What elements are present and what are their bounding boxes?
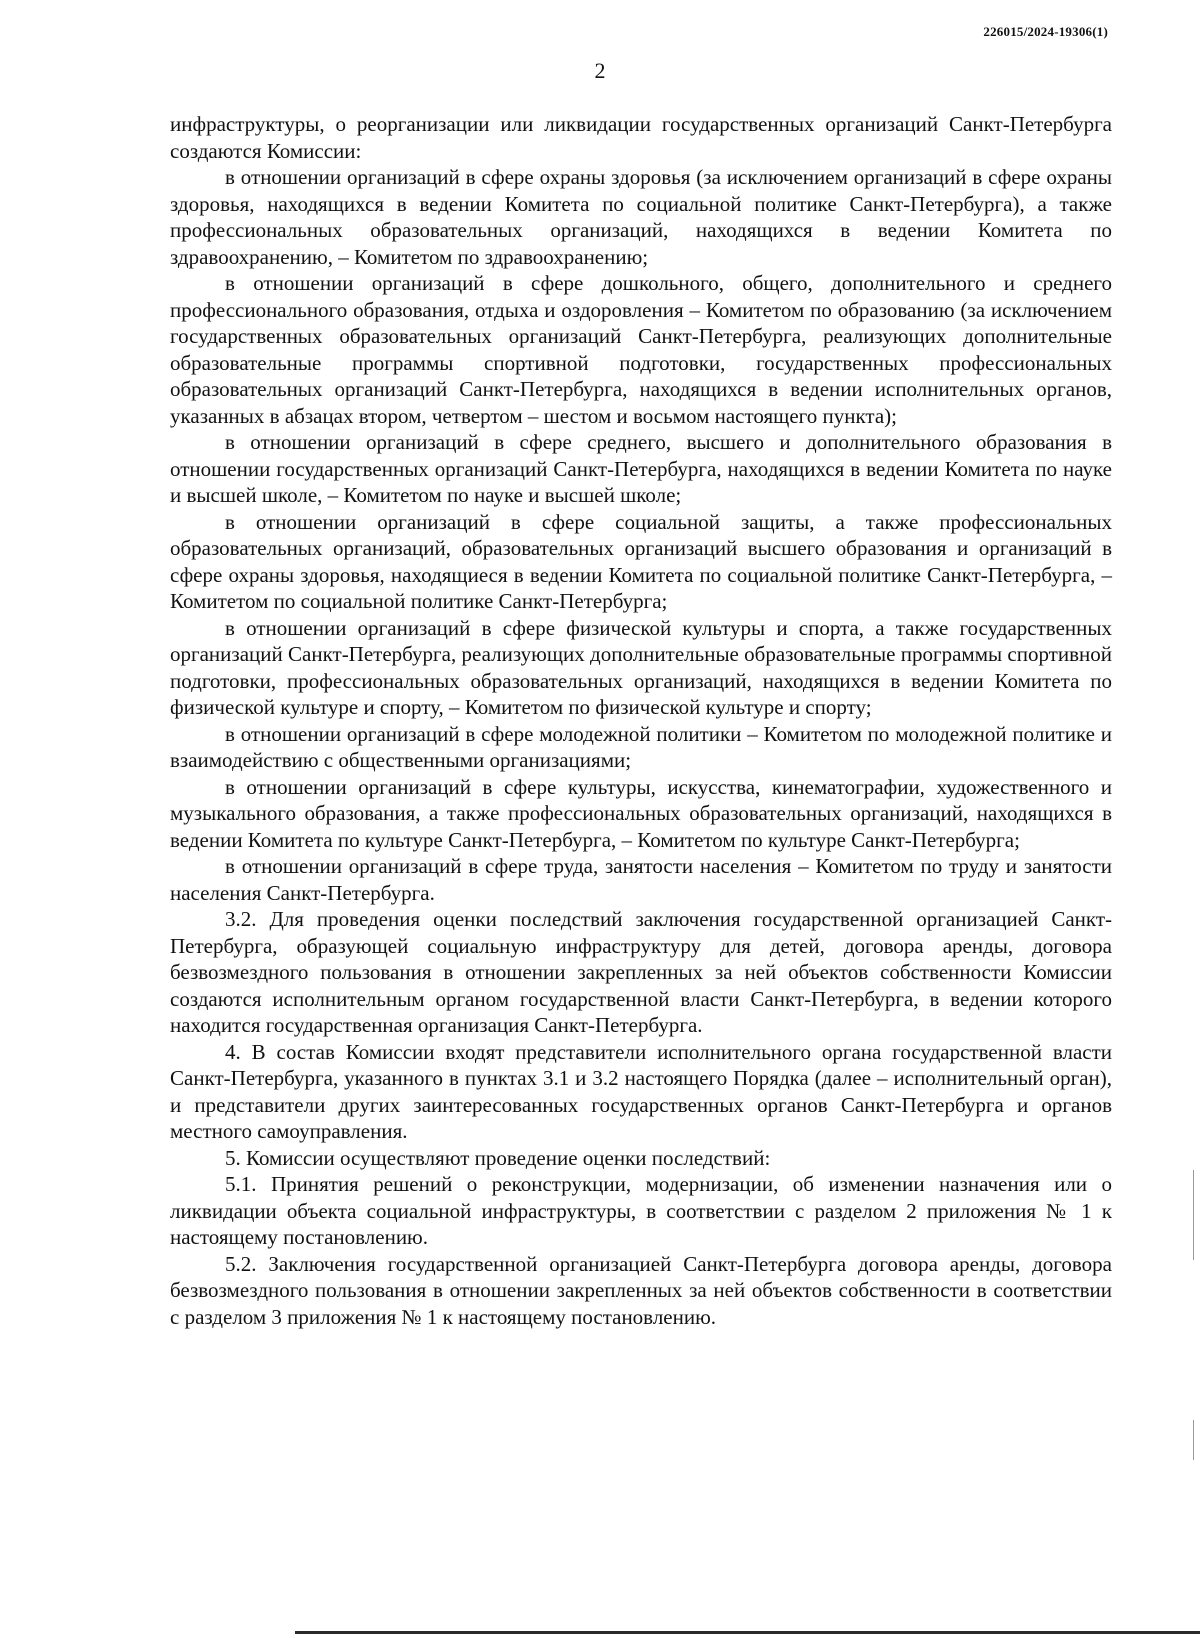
paragraph-health-committee: в отношении организаций в сфере охраны здоровья (за исключением организаций в сфере охраны здоровья, находящихся в ведении Комитета по социальной политике Санкт-Петербурга), а также профессиональных образовательных организаций, находящихся в ведении Комитета по здравоохранению, – Комитетом по здравоохранению; <box>170 165 1112 269</box>
paragraph-section-5: 5. Комиссии осуществляют проведение оценки последствий: <box>225 1145 771 1170</box>
scan-edge-mark <box>1193 1420 1194 1460</box>
paragraph-sport-committee: в отношении организаций в сфере физической культуры и спорта, а также государственных организаций Санкт-Петербурга, реализующих дополнительные образовательные программы спортивной подготовки, профессиональных образовательных организаций, находящихся в ведении Комитета по физической культуре и спорту, – Комитетом по физической культуре и спорту; <box>170 615 1112 719</box>
paragraph-education-committee: в отношении организаций в сфере дошкольного, общего, дополнительного и среднего профессионального образования, отдыха и оздоровления – Комитетом по образованию (за исключением государственных образовательных организаций Санкт-Петербурга, реализующих дополнительные образовательные программы спортивной подготовки, государственных профессиональных образовательных организаций Санкт-Петербурга, находящихся в ведении исполнительных органов, указанных в абзацах втором, четвертом – шестом и восьмом настоящего пункта); <box>170 271 1112 428</box>
paragraph-social-policy-committee: в отношении организаций в сфере социальной защиты, а также профессиональных образовательных организаций, образовательных организаций высшего образования и организаций в сфере охраны здоровья, находящиеся в ведении Комитета по социальной политике Санкт-Петербурга, – Комитетом по социальной политике Санкт-Петербурга; <box>170 509 1112 613</box>
paragraph-labor-committee: в отношении организаций в сфере труда, занятости населения – Комитетом по труду и занятости населения Санкт-Петербурга. <box>170 854 1112 905</box>
paragraph-continuation: инфраструктуры, о реорганизации или ликвидации государственных организаций Санкт-Петербурга создаются Комиссии: <box>170 112 1112 163</box>
paragraph-culture-committee: в отношении организаций в сфере культуры, искусства, кинематографии, художественного и музыкального образования, а также профессиональных образовательных организаций, находящихся в ведении Комитета по культуре Санкт-Петербурга, – Комитетом по культуре Санкт-Петербурга; <box>170 774 1112 852</box>
paragraph-youth-committee: в отношении организаций в сфере молодежной политики – Комитетом по молодежной политике и взаимодействию с общественными организациями; <box>170 721 1112 772</box>
document-body <box>170 111 1112 1330</box>
page-number: 2 <box>594 58 606 83</box>
scan-edge-mark <box>1193 1170 1194 1260</box>
paragraph-science-committee: в отношении организаций в сфере среднего, высшего и дополнительного образования в отношении государственных организаций Санкт-Петербурга, находящихся в ведении Комитета по науке и высшей школе, – Комитетом по науке и высшей школе; <box>170 430 1112 507</box>
document-registration-code: 226015/2024-19306(1) <box>983 24 1108 39</box>
paragraph-section-5-1: 5.1. Принятия решений о реконструкции, модернизации, об изменении назначения или о ликвидации объекта социальной инфраструктуры, в соответствии с разделом 2 приложения № 1 к настоящему постановлению. <box>170 1172 1112 1249</box>
paragraph-section-5-2: 5.2. Заключения государственной организацией Санкт-Петербурга договора аренды, договора безвозмездного пользования в отношении закрепленных за ней объектов собственности в соответствии с разделом 3 приложения № 1 к настоящему постановлению. <box>170 1251 1112 1329</box>
paragraph-section-4: 4. В состав Комиссии входят представители исполнительного органа государственной власти Санкт-Петербурга, указанного в пунктах 3.1 и 3.2 настоящего Порядка (далее – исполнительный орган), и представители других заинтересованных государственных органов Санкт-Петербурга и органов местного самоуправления. <box>170 1039 1112 1143</box>
paragraph-section-3-2: 3.2. Для проведения оценки последствий заключения государственной организацией Санкт-Петербурга, образующей социальную инфраструктуру для детей, договора аренды, договора безвозмездного пользования в отношении закрепленных за ней объектов собственности Комиссии создаются исполнительным органом государственной власти Санкт-Петербурга, в ведении которого находится государственная организация Санкт-Петербурга. <box>170 907 1112 1037</box>
scan-bottom-edge <box>295 1631 1200 1634</box>
